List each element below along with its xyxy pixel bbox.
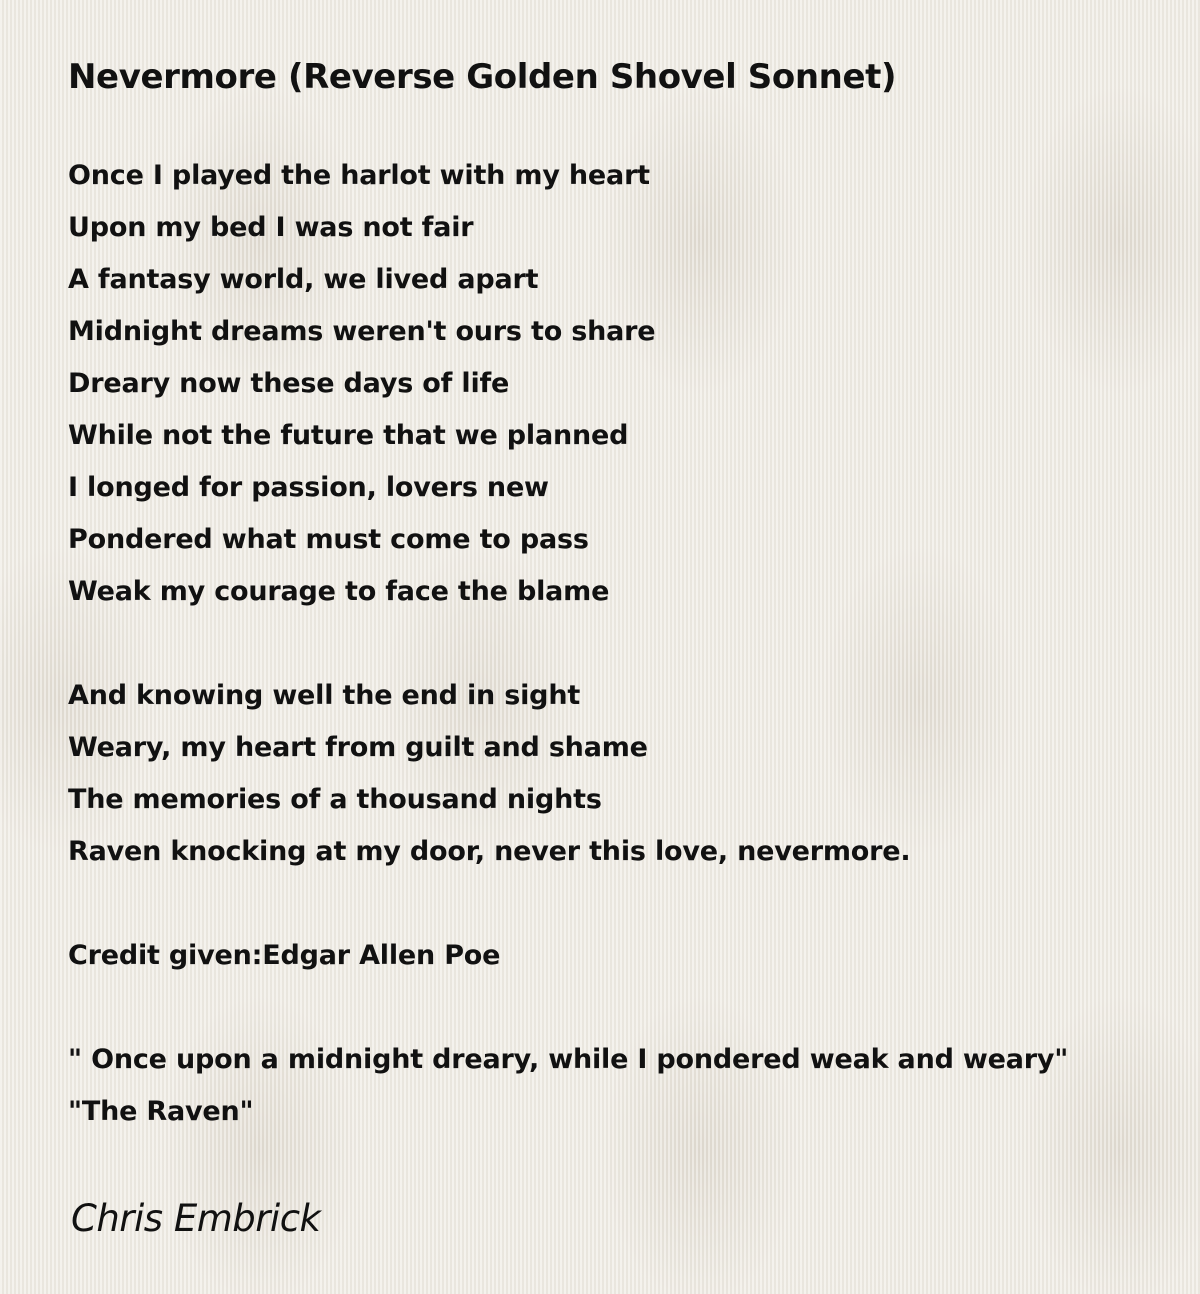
poem-line: Raven knocking at my door, never this love, nevermore.	[68, 836, 911, 867]
poem-line: "The Raven"	[68, 1096, 254, 1127]
credit-note	[68, 930, 1068, 982]
poem-line: And knowing well the end in sight	[68, 680, 581, 711]
poem-line: Midnight dreams weren't ours to share	[68, 316, 656, 347]
epigraph-quote	[68, 1034, 1068, 1138]
poem-line: Once I played the harlot with my heart	[68, 160, 650, 191]
poem-body	[68, 150, 1068, 1138]
poem-line: Dreary now these days of life	[68, 368, 510, 399]
poem-line: " Once upon a midnight dreary, while I pondered weak and weary"	[68, 1044, 1069, 1075]
poem-line: A fantasy world, we lived apart	[68, 264, 539, 295]
poem-title: Nevermore (Reverse Golden Shovel Sonnet)	[68, 57, 897, 97]
stanza-break	[68, 618, 1068, 670]
stanza	[68, 150, 1068, 618]
poem-line: The memories of a thousand nights	[68, 784, 602, 815]
poem-line: I longed for passion, lovers new	[68, 472, 549, 503]
poem-line: While not the future that we planned	[68, 420, 629, 451]
poem-line: Weary, my heart from guilt and shame	[68, 732, 648, 763]
poem-author: Chris Embrick	[71, 1197, 321, 1240]
poem-line: Pondered what must come to pass	[68, 524, 589, 555]
poem-line: Credit given:Edgar Allen Poe	[68, 940, 501, 971]
poem-line: Weak my courage to face the blame	[68, 576, 610, 607]
stanza-break	[68, 878, 1068, 930]
poem-line: Upon my bed I was not fair	[68, 212, 474, 243]
stanza	[68, 670, 1068, 878]
stanza-break	[68, 982, 1068, 1034]
